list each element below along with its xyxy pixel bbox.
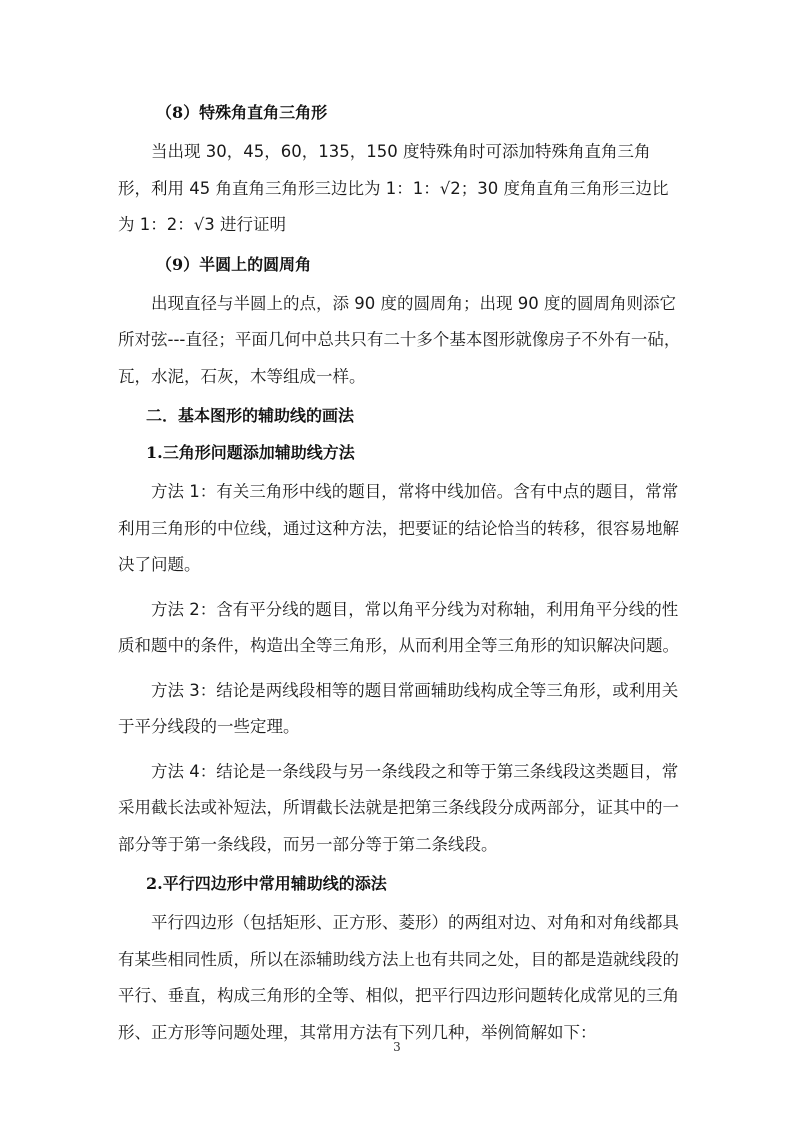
page-content — [118, 100, 683, 1051]
section-9-heading: （9）半圆上的圆周角 — [156, 254, 312, 274]
subsection-1-heading: 1.三角形问题添加辅助线方法 — [146, 443, 355, 462]
part-2-heading: 二．基本图形的辅助线的画法 — [146, 406, 355, 425]
method-2-paragraph: 方法 2：含有平分线的题目，常以角平分线为对称轴，利用角平分线的性质和题中的条件，构造出全等三角形，从而利用全等三角形的知识解决问题。 — [118, 599, 679, 655]
method-4-paragraph: 方法 4：结论是一条线段与另一条线段之和等于第三条线段这类题目，常采用截长法或补短法，所谓截长法就是把第三条线段分成两部分，证其中的一部分等于第一条线段，而另一部分等于第二条线段。 — [118, 761, 679, 854]
section-8-paragraph: 当出现 30，45，60，135，150 度特殊角时可添加特殊角直角三角形，利用 45 角直角三角形三边比为 1：1：√2；30 度角直角三角形三边比为 1：2：√3 进行证明 — [118, 142, 669, 234]
method-1-paragraph: 方法 1：有关三角形中线的题目，常将中线加倍。含有中点的题目，常常利用三角形的中位线，通过这种方法，把要证的结论恰当的转移，很容易地解决了问题。 — [118, 482, 679, 574]
section-8-heading: （8）特殊角直角三角形 — [156, 103, 328, 122]
method-3-paragraph: 方法 3：结论是两线段相等的题目常画辅助线构成全等三角形，或利用关于平分线段的一些定理。 — [118, 680, 679, 736]
page-number: 3 — [393, 1040, 401, 1054]
parallelogram-paragraph: 平行四边形（包括矩形、正方形、菱形）的两组对边、对角和对角线都具有某些相同性质，所以在添辅助线方法上也有共同之处，目的都是造就线段的平行、垂直，构成三角形的全等、相似，把平行四边形问题转化成常见的三角形、正方形等问题处理，其常用方法有下列几种，举例简解如下： — [118, 913, 679, 1042]
section-9-paragraph: 出现直径与半圆上的点，添 90 度的圆周角；出现 90 度的圆周角则添它所对弦---直径；平面几何中总共只有二十多个基本图形就像房子不外有一砧，瓦，水泥，石灰，木等组成一样。 — [118, 293, 681, 386]
subsection-2-heading: 2.平行四边形中常用辅助线的添法 — [146, 874, 387, 893]
